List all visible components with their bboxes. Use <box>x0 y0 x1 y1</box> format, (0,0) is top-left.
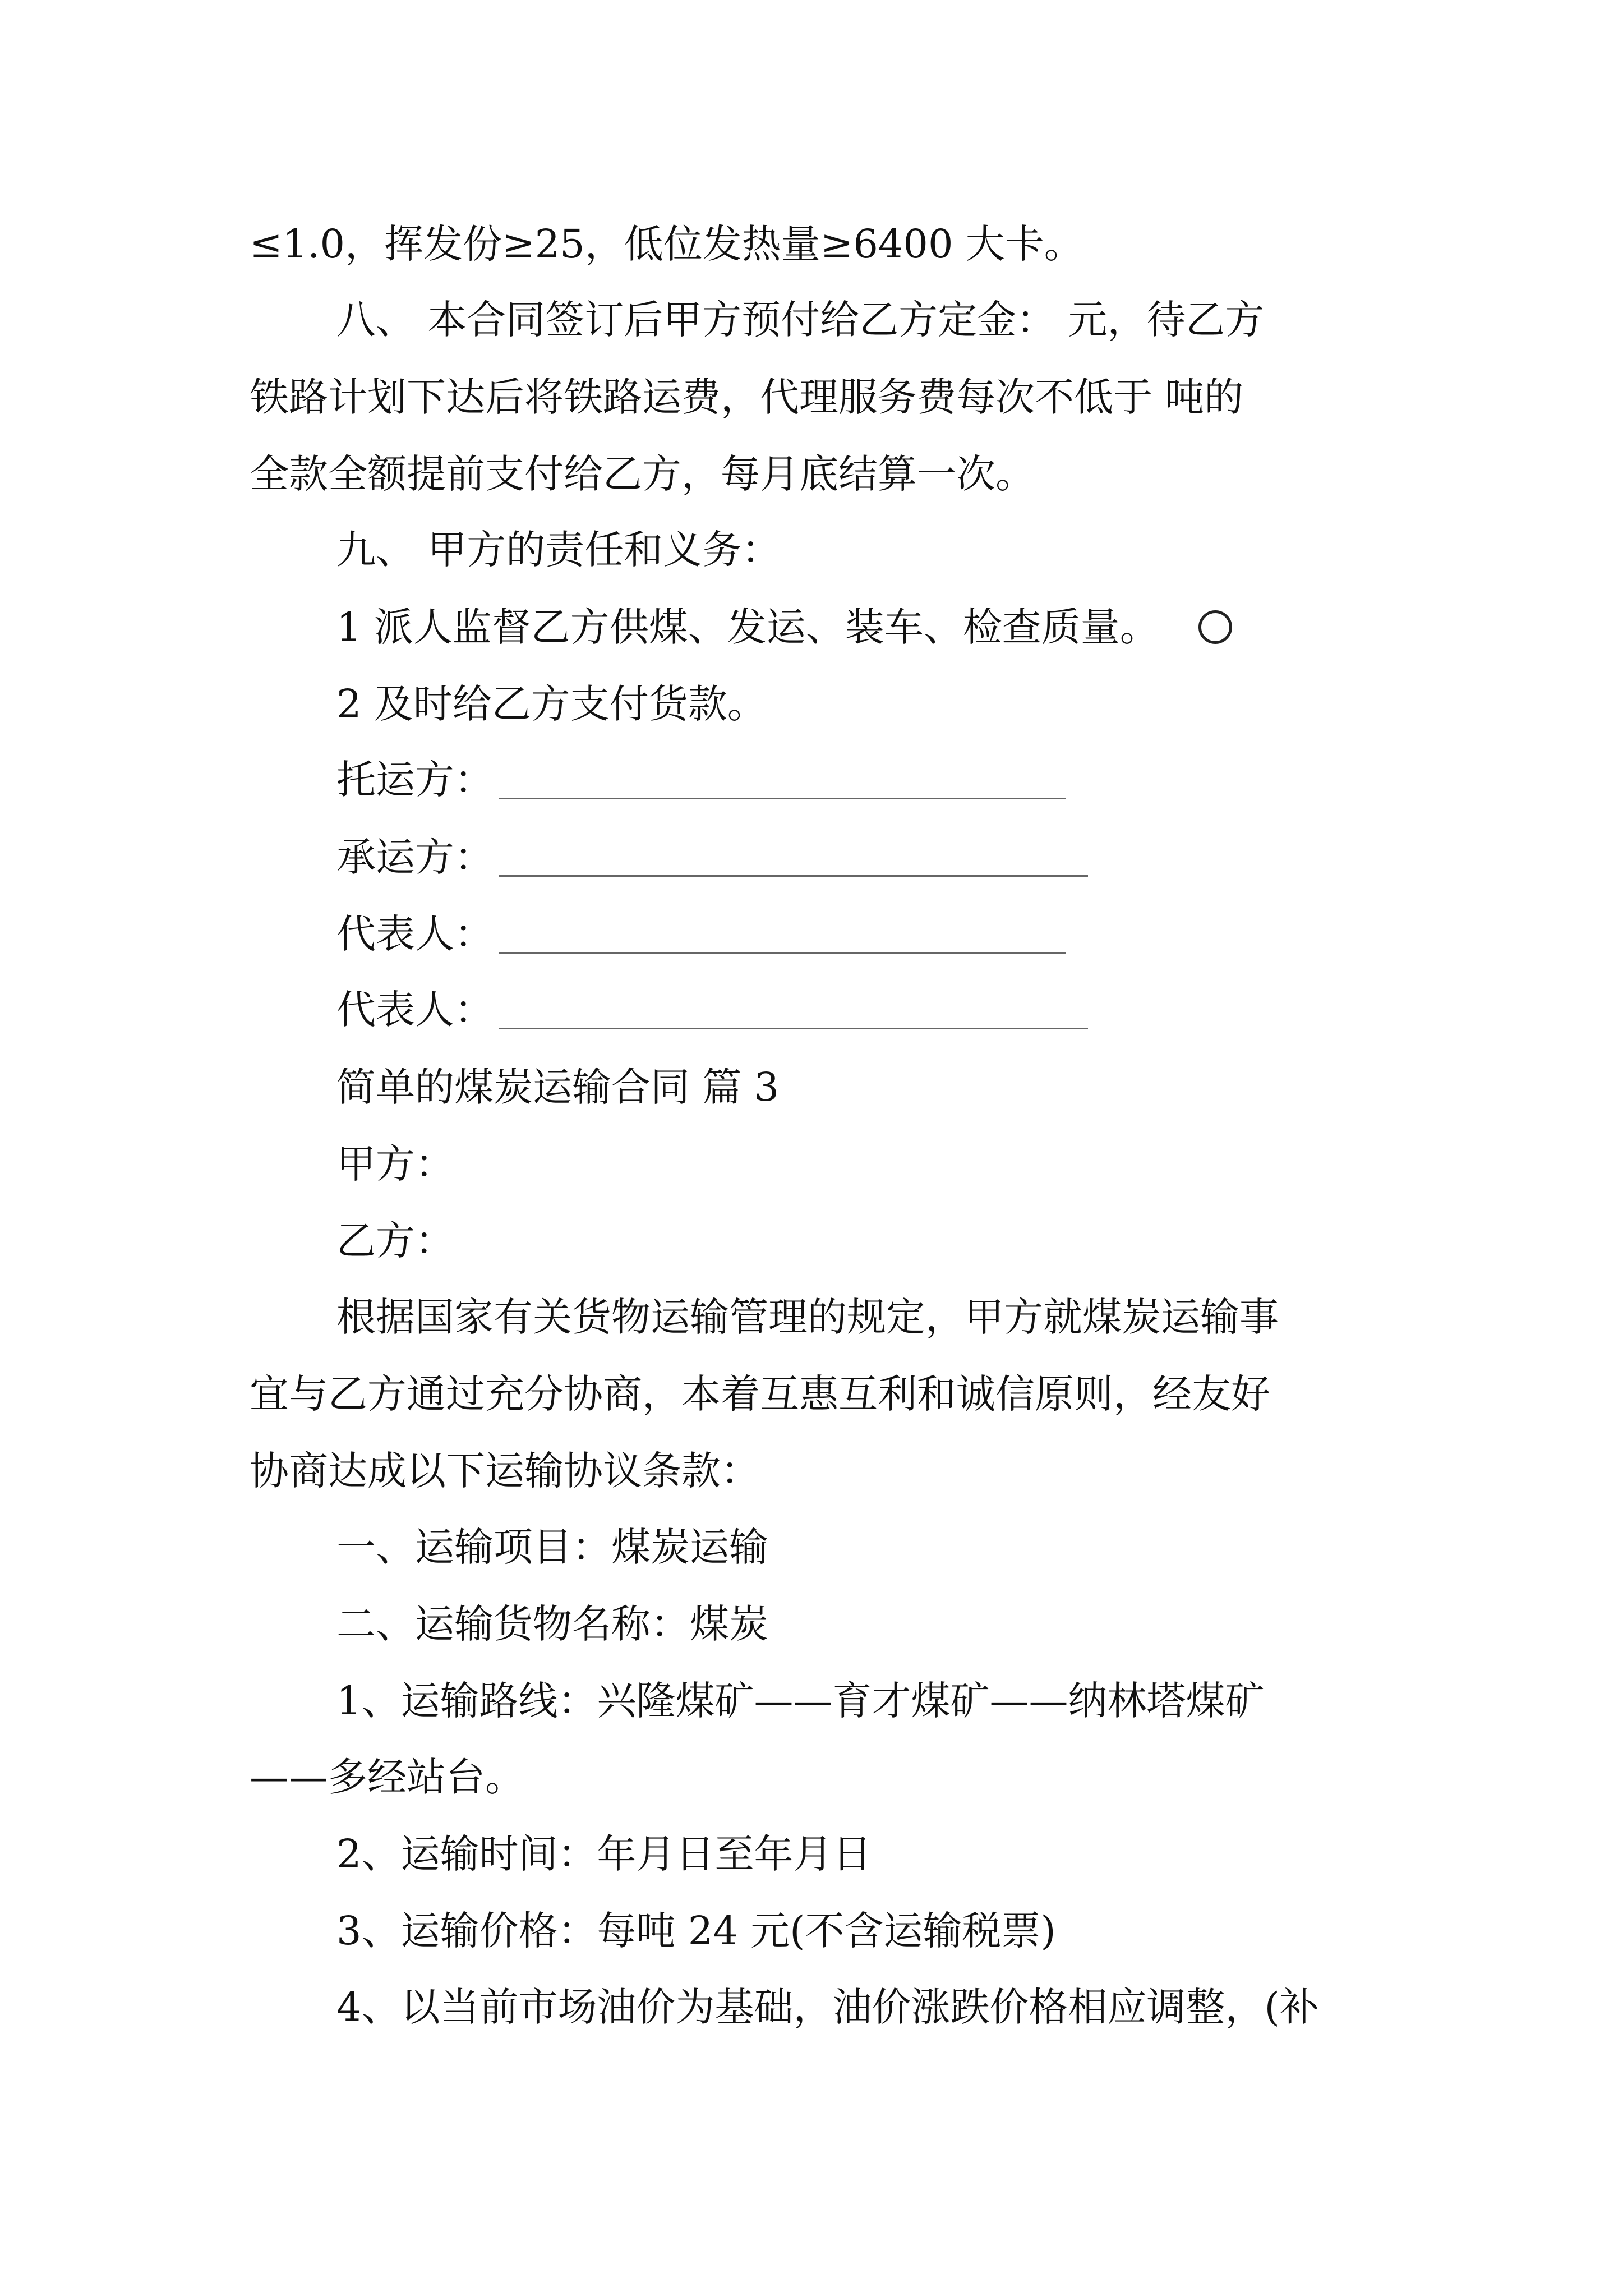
section-title: 简单的煤炭运输合同 篇 3 <box>336 1064 780 1110</box>
circle-mark-icon <box>1198 610 1232 644</box>
signature-representative-1 <box>336 911 1066 957</box>
item-3-price: 3、运输价格：每吨 24 元(不含运输税票) <box>336 1908 1056 1954</box>
item-1-route-line-1: 1、运输路线：兴隆煤矿——育才煤矿——纳林塔煤矿 <box>336 1678 1265 1724</box>
clause-1: 一、运输项目：煤炭运输 <box>336 1524 768 1570</box>
preamble-line-1: 根据国家有关货物运输管理的规定，甲方就煤炭运输事 <box>336 1294 1279 1340</box>
text-line-quality: ≤1.0，挥发份≥25，低位发热量≥6400 大卡。 <box>250 221 1083 267</box>
clause-8-line-1: 八、 本合同签订后甲方预付给乙方定金： 元，待乙方 <box>336 297 1265 343</box>
party-a: 甲方： <box>336 1141 454 1187</box>
item-2-time: 2、运输时间：年月日至年月日 <box>336 1831 872 1877</box>
signature-representative-2-line <box>499 993 1088 1029</box>
clause-9-item-2: 2 及时给乙方支付货款。 <box>336 681 767 727</box>
signature-carrier-label: 承运方： <box>336 834 494 880</box>
item-1-route-line-2: ——多经站台。 <box>250 1754 524 1800</box>
signature-representative-1-label: 代表人： <box>336 911 494 957</box>
clause-8-line-3: 全款全额提前支付给乙方，每月底结算一次。 <box>250 451 1035 497</box>
party-b: 乙方： <box>336 1218 454 1264</box>
clause-8-line-2: 铁路计划下达后将铁路运费，代理服务费每次不低于 吨的 <box>250 374 1244 420</box>
signature-representative-2-label: 代表人： <box>336 987 494 1033</box>
signature-carrier-line <box>499 840 1088 877</box>
signature-shipper <box>336 757 1066 803</box>
preamble-line-2: 宜与乙方通过充分协商，本着互惠互利和诚信原则，经友好 <box>250 1371 1270 1417</box>
signature-representative-1-line <box>499 917 1066 954</box>
signature-carrier <box>336 834 1088 880</box>
item-4-fuel: 4、以当前市场油价为基础，油价涨跌价格相应调整，(补 <box>336 1984 1319 2030</box>
preamble-line-3: 协商达成以下运输协议条款： <box>250 1448 760 1494</box>
clause-9-item-1 <box>336 604 1232 650</box>
signature-shipper-line <box>499 763 1066 799</box>
clause-9-item-1-text: 1 派人监督乙方供煤、发运、装车、检查质量。 <box>336 604 1159 650</box>
signature-representative-2 <box>336 987 1088 1033</box>
clause-9-heading: 九、 甲方的责任和义务： <box>336 527 781 573</box>
signature-shipper-label: 托运方： <box>336 757 494 803</box>
clause-2: 二、运输货物名称：煤炭 <box>336 1601 768 1647</box>
